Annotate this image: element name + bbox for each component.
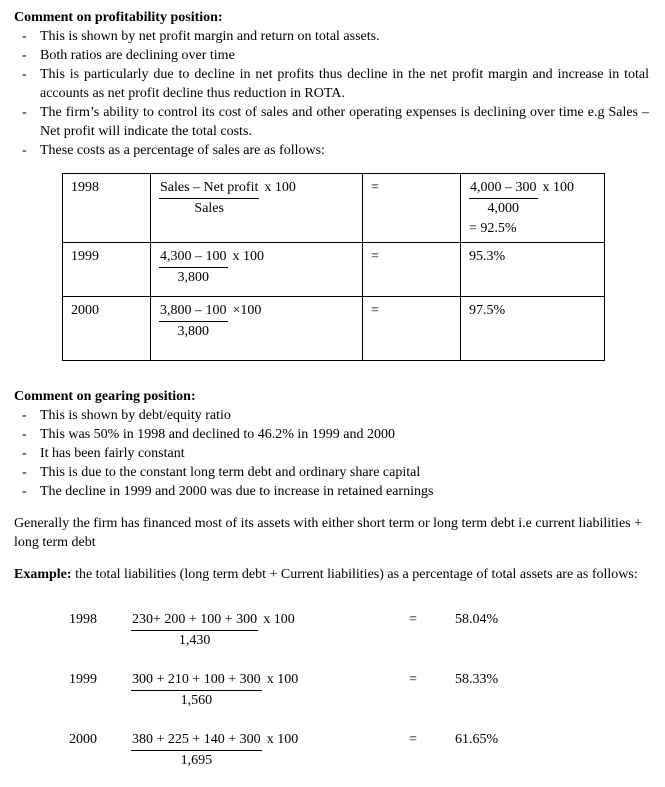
bullet-marker: - (22, 29, 27, 44)
example-result: 58.33% (455, 672, 499, 687)
example-intro-paragraph (14, 565, 651, 584)
bullet-text: The decline in 1999 and 2000 was due to increase in retained earnings (40, 484, 434, 499)
bullet-item (14, 65, 651, 103)
gearing-heading: Comment on gearing position: (14, 389, 196, 404)
bullet-item (14, 141, 651, 160)
profitability-table (62, 173, 605, 361)
bullet-item (14, 46, 651, 65)
bullet-text: This was 50% in 1998 and declined to 46.2% in 1999 and 2000 (40, 427, 396, 442)
fraction (131, 730, 298, 770)
bullet-marker: - (22, 48, 27, 63)
example-fraction-wrap (131, 730, 409, 770)
example-fraction-wrap (131, 610, 409, 650)
gearing-paragraph: Generally the firm has financed most of its assets with either short term or long term debt i.e current liabilities + long term debt (14, 516, 643, 550)
fraction-stack (469, 178, 538, 218)
result-cell (461, 174, 605, 243)
fraction-denominator: 3,800 (177, 324, 209, 339)
bullet-marker: - (22, 67, 27, 82)
example-result: 61.65% (455, 732, 499, 747)
example-fraction-wrap (131, 670, 409, 710)
bullet-marker: - (22, 427, 27, 442)
profitability-heading: Comment on profitability position: (14, 10, 223, 25)
example-equals: = (409, 672, 417, 687)
fraction-suffix: ×100 (232, 303, 262, 318)
bullet-marker: - (22, 484, 27, 499)
fraction (159, 178, 296, 218)
bullet-marker: - (22, 465, 27, 480)
fraction-numerator: 230+ 200 + 100 + 300 (131, 610, 258, 631)
example-year: 2000 (69, 732, 97, 747)
fraction-suffix: x 100 (266, 672, 299, 687)
bullet-text: The firm’s ability to control its cost of sales and other operating expenses is declining over time e.g Sales – Net profit will indicate the total costs. (40, 105, 649, 139)
example-row-1999 (69, 670, 651, 710)
fraction (131, 610, 295, 650)
formula-cell (151, 243, 363, 297)
fraction-numerator: 4,300 – 100 (159, 247, 228, 268)
fraction-numerator: 380 + 225 + 140 + 300 (131, 730, 262, 751)
equals-cell: = (363, 174, 461, 243)
bullet-item (14, 27, 651, 46)
fraction-denominator: 4,000 (487, 201, 519, 216)
fraction (159, 247, 264, 287)
formula-cell (151, 297, 363, 361)
fraction-denominator: Sales (194, 201, 224, 216)
year-cell: 1998 (63, 174, 151, 243)
fraction-suffix: x 100 (263, 612, 295, 627)
result-cell: 97.5% (461, 297, 605, 361)
bullet-item (14, 103, 651, 141)
fraction-stack (131, 670, 262, 710)
equals-cell: = (363, 243, 461, 297)
bullet-text: This is due to the constant long term debt and ordinary share capital (40, 465, 421, 480)
gearing-bullets (14, 406, 651, 501)
example-year: 1999 (69, 672, 97, 687)
fraction-suffix: x 100 (266, 732, 299, 747)
fraction-numerator: 300 + 210 + 100 + 300 (131, 670, 262, 691)
fraction-stack (159, 301, 228, 341)
fraction-denominator: 1,695 (180, 753, 213, 768)
example-row-2000 (69, 730, 651, 770)
result-cell: 95.3% (461, 243, 605, 297)
bullet-text: This is shown by debt/equity ratio (40, 408, 231, 423)
bullet-text: These costs as a percentage of sales are as follows: (40, 143, 325, 158)
result-extra: = 92.5% (469, 221, 517, 236)
bullet-marker: - (22, 143, 27, 158)
example-equals: = (409, 732, 417, 747)
example-calculations (14, 610, 651, 770)
example-intro: the total liabilities (long term debt + Current liabilities) as a percentage of total assets are as follows: (75, 567, 638, 582)
bullet-text: Both ratios are declining over time (40, 48, 235, 63)
bullet-marker: - (22, 408, 27, 423)
fraction-stack (159, 178, 259, 218)
example-label: Example: (14, 567, 72, 582)
example-row-1998 (69, 610, 651, 650)
example-result: 58.04% (455, 612, 499, 627)
fraction-denominator: 3,800 (177, 270, 209, 285)
bullet-marker: - (22, 105, 27, 120)
fraction (469, 178, 574, 218)
bullet-text: This is particularly due to decline in net profits thus decline in the net profit margin and increase in total accounts as net profit decline thus reduction in ROTA. (40, 67, 649, 101)
fraction-numerator: 3,800 – 100 (159, 301, 228, 322)
year-cell: 2000 (63, 297, 151, 361)
bullet-item (14, 444, 651, 463)
bullet-text: It has been fairly constant (40, 446, 185, 461)
example-year: 1998 (69, 612, 97, 627)
fraction (131, 670, 298, 710)
fraction-stack (131, 730, 262, 770)
bullet-item (14, 406, 651, 425)
table-row-2000 (63, 297, 605, 361)
fraction-stack (131, 610, 258, 650)
bullet-item (14, 482, 651, 501)
fraction-denominator: 1,560 (180, 693, 213, 708)
fraction (159, 301, 261, 341)
equals-cell: = (363, 297, 461, 361)
table-row-1998 (63, 174, 605, 243)
profitability-bullets (14, 27, 651, 160)
fraction-denominator: 1,430 (178, 633, 211, 648)
bullet-marker: - (22, 446, 27, 461)
bullet-item (14, 425, 651, 444)
fraction-numerator: Sales – Net profit (159, 178, 259, 199)
fraction-numerator: 4,000 – 300 (469, 178, 538, 199)
year-cell: 1999 (63, 243, 151, 297)
example-equals: = (409, 612, 417, 627)
fraction-suffix: x 100 (542, 180, 574, 195)
bullet-item (14, 463, 651, 482)
fraction-stack (159, 247, 228, 287)
fraction-suffix: x 100 (264, 180, 296, 195)
table-row-1999 (63, 243, 605, 297)
bullet-text: This is shown by net profit margin and return on total assets. (40, 29, 380, 44)
fraction-suffix: x 100 (232, 249, 264, 264)
formula-cell (151, 174, 363, 243)
